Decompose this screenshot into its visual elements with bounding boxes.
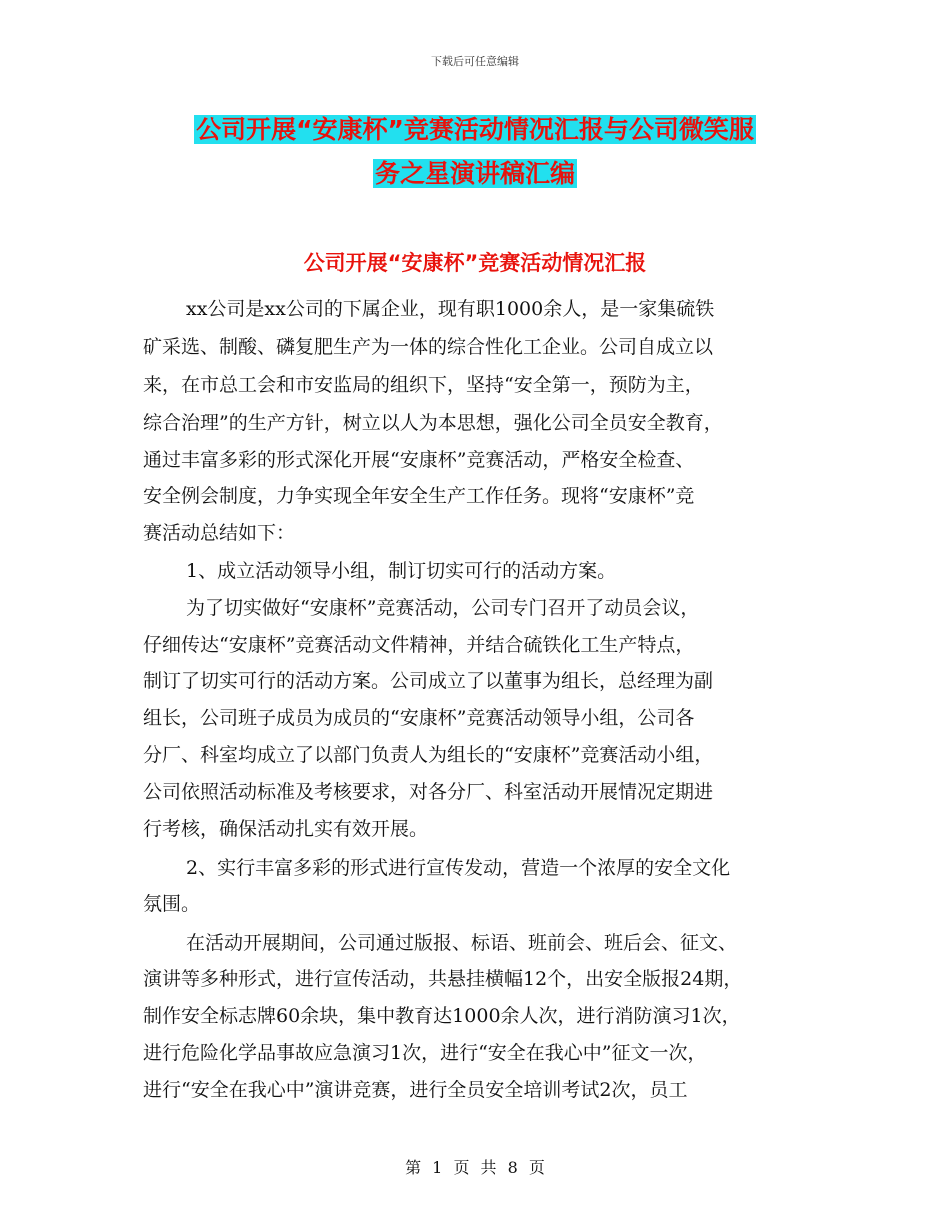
body-line: 分厂、科室均成立了以部门负责人为组长的“安康杯”竞赛活动小组， <box>143 744 714 766</box>
body-line: 赛活动总结如下： <box>143 522 296 544</box>
body-line: 公司依照活动标准及考核要求，对各分厂、科室活动开展情况定期进 <box>143 781 714 803</box>
main-title-text-1: 公司开展“安康杯”竞赛活动情况汇报与公司微笑服 <box>196 115 754 144</box>
header-note: 下载后可任意编辑 <box>431 55 519 68</box>
body-line: xx公司是xx公司的下属企业，现有职1000余人，是一家集硫铁 <box>186 298 715 320</box>
body-line: 氛围。 <box>143 893 201 915</box>
body-line: 在活动开展期间，公司通过版报、标语、班前会、班后会、征文、 <box>186 932 738 954</box>
body-line: 安全例会制度，力争实现全年安全生产工作任务。现将“安康杯”竞 <box>143 485 695 507</box>
main-title-text-2: 务之星演讲稿汇编 <box>374 159 575 188</box>
body-line: 2、实行丰富多彩的形式进行宣传发动，营造一个浓厚的安全文化 <box>186 857 731 879</box>
body-line: 组长，公司班子成员为成员的“安康杯”竞赛活动领导小组，公司各 <box>143 707 695 729</box>
body-line: 行考核，确保活动扎实有效开展。 <box>143 818 429 840</box>
body-line: 为了切实做好“安康杯”竞赛活动，公司专门召开了动员会议， <box>186 597 700 619</box>
body-line: 通过丰富多彩的形式深化开展“安康杯”竞赛活动，严格安全检查、 <box>143 449 695 471</box>
body-line: 制作安全标志牌60余块，集中教育达1000余人次，进行消防演习1次， <box>143 1005 741 1027</box>
page-footer: 第 1 页 共 8 页 <box>405 1158 545 1177</box>
section-title: 公司开展“安康杯”竞赛活动情况汇报 <box>303 251 647 275</box>
main-title-line-2 <box>0 155 950 193</box>
body-line: 仔细传达“安康杯”竞赛活动文件精神，并结合硫铁化工生产特点， <box>143 634 695 656</box>
body-line: 1、成立活动领导小组，制订切实可行的活动方案。 <box>186 560 617 582</box>
body-line: 制订了切实可行的活动方案。公司成立了以董事为组长，总经理为副 <box>143 670 714 692</box>
body-line: 演讲等多种形式，进行宣传活动，共悬挂横幅12个，出安全版报24期， <box>143 968 743 990</box>
main-title-line-1 <box>0 111 950 149</box>
body-line: 进行“安全在我心中”演讲竞赛，进行全员安全培训考试2次，员工 <box>143 1079 688 1101</box>
body-line: 进行危险化学品事故应急演习1次，进行“安全在我心中”征文一次， <box>143 1042 707 1064</box>
body-line: 来，在市总工会和市安监局的组织下，坚持“安全第一，预防为主， <box>143 374 704 396</box>
body-line: 矿采选、制酸、磷复肥生产为一体的综合性化工企业。公司自成立以 <box>143 336 714 358</box>
body-line: 综合治理”的生产方针，树立以人为本思想，强化公司全员安全教育， <box>143 412 723 434</box>
